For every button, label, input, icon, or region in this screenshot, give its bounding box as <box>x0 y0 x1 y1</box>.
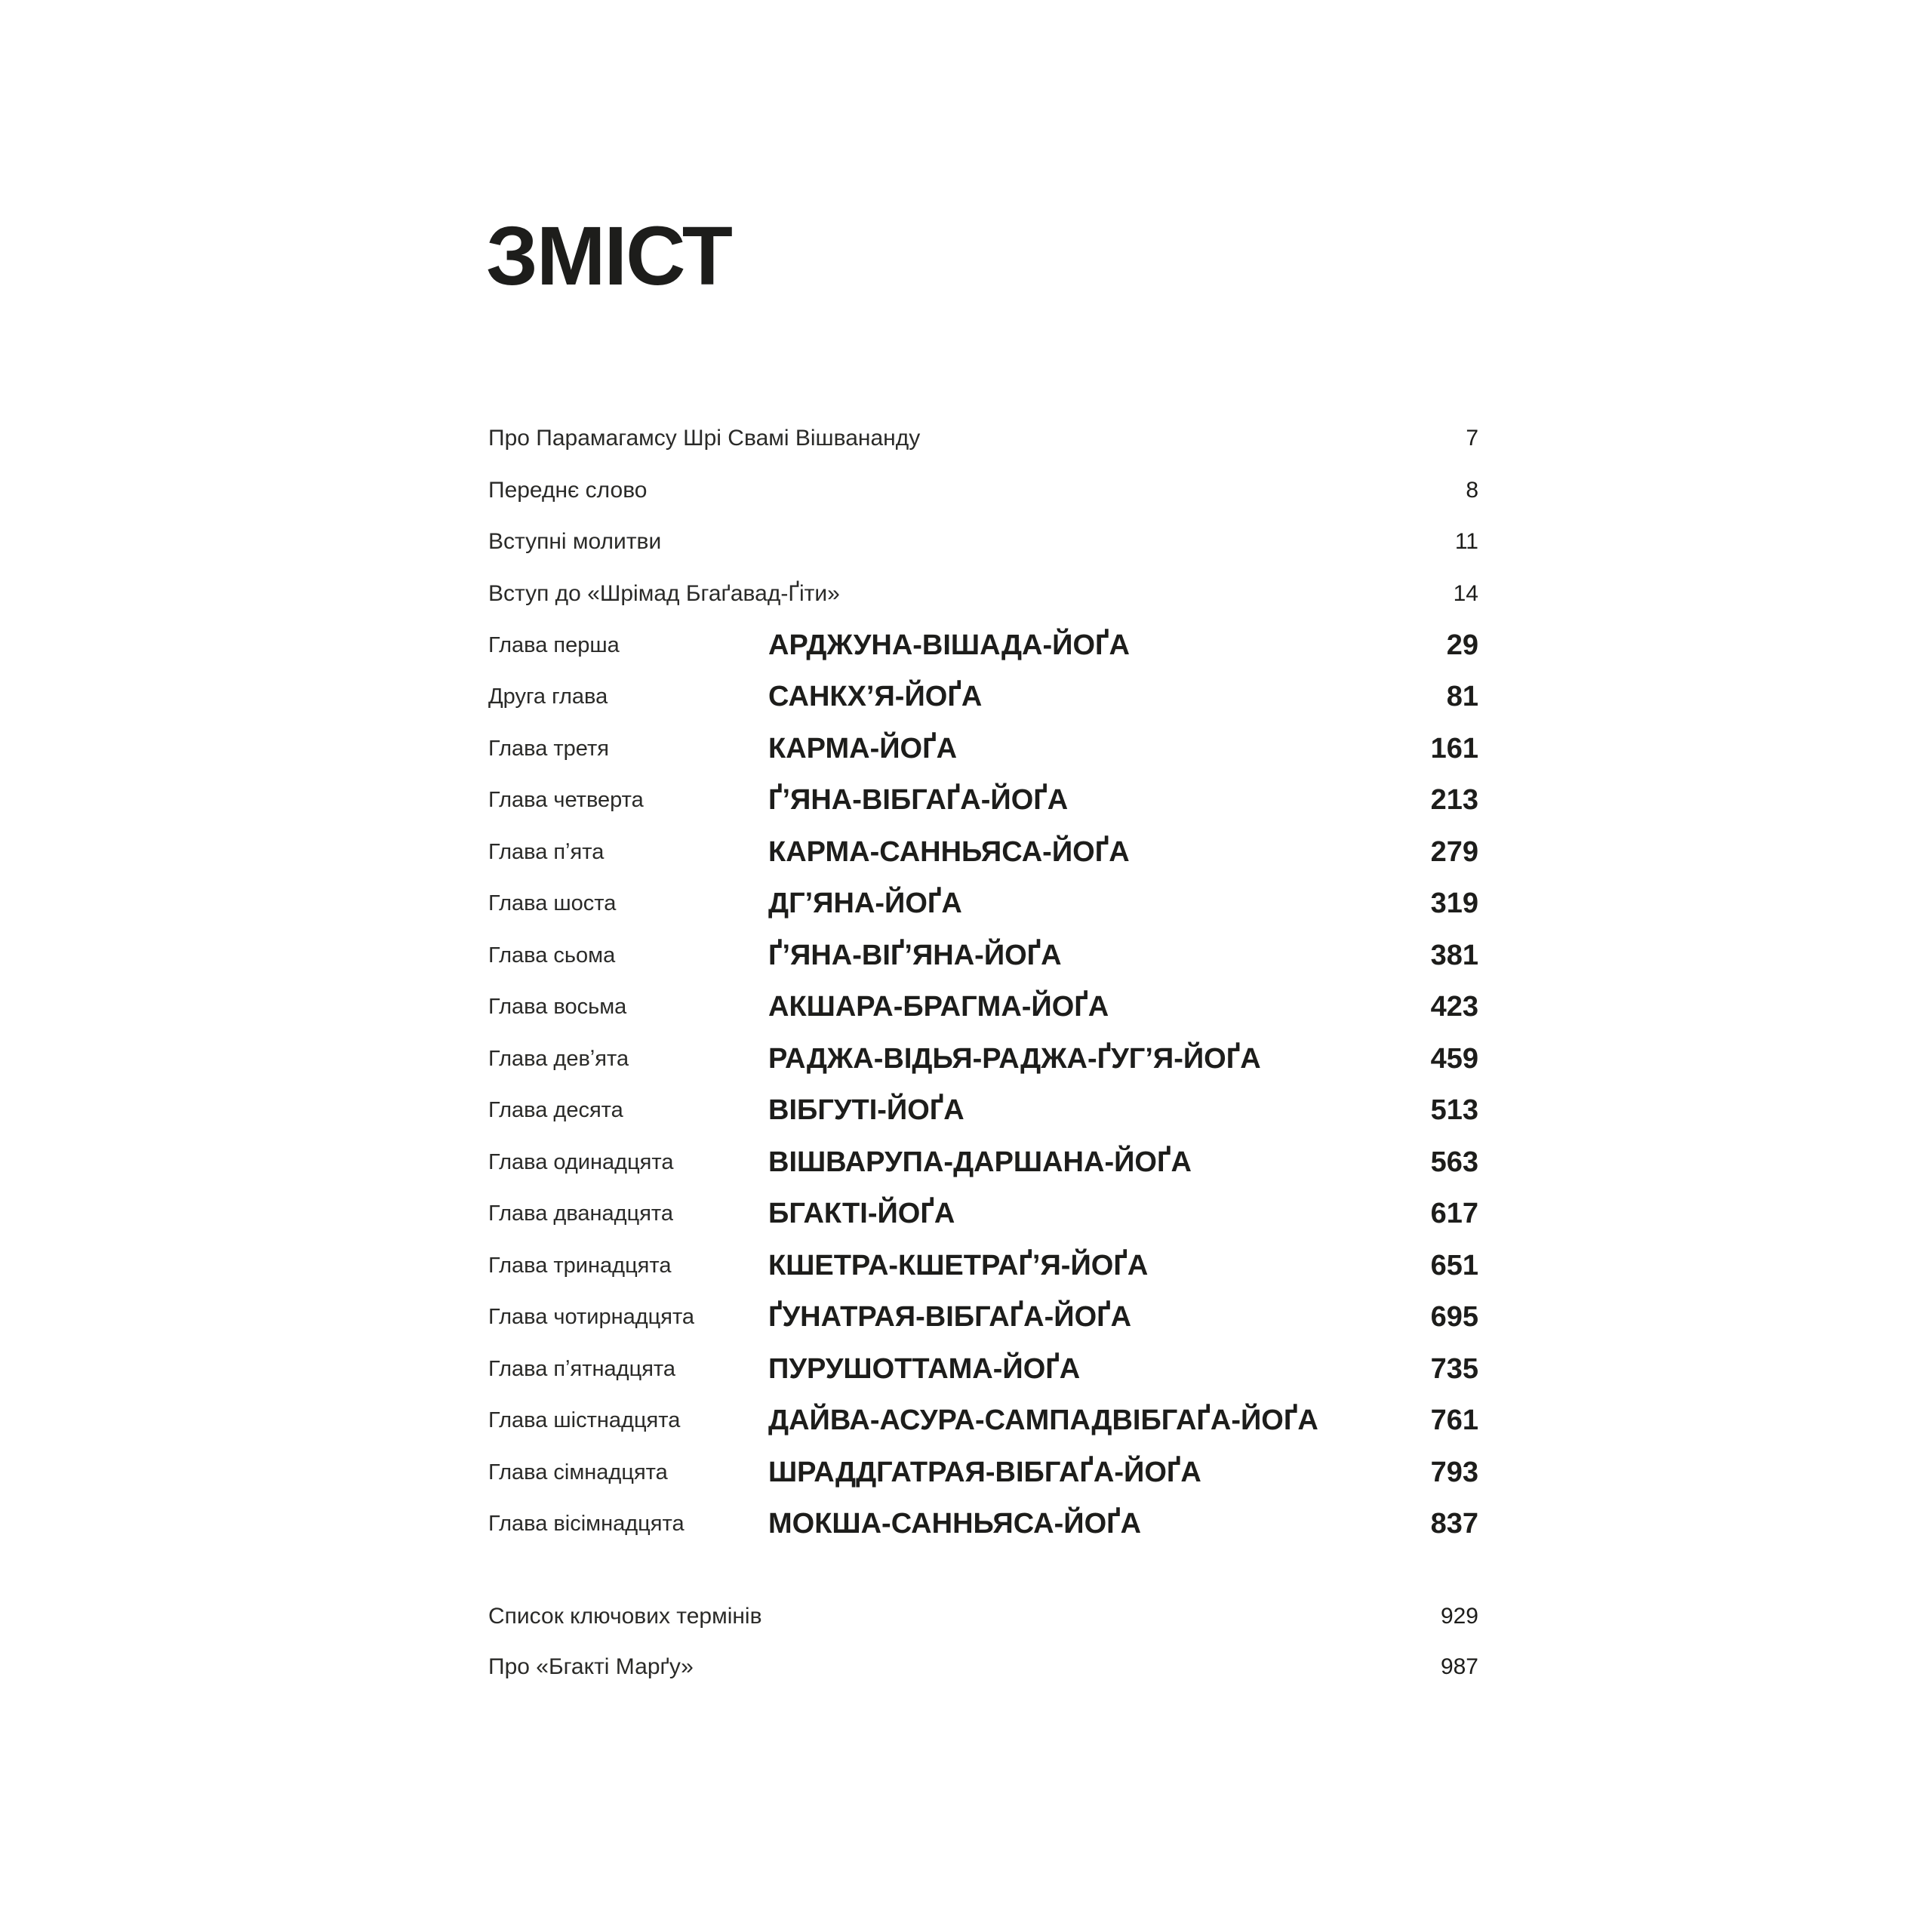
chapter-title: ҐУНАТРАЯ-ВІБГАҐА-ЙОҐА <box>768 1301 1132 1333</box>
chapter-label: Глава сьома <box>488 943 616 968</box>
chapter-entry[interactable] <box>488 1140 1478 1185</box>
chapter-entry[interactable] <box>488 1346 1478 1392</box>
chapter-title: ПУРУШОТТАМА-ЙОҐА <box>768 1352 1081 1385</box>
page-number: 735 <box>1430 1352 1478 1385</box>
chapter-label: Глава девʼята <box>488 1046 629 1071</box>
page-number: 695 <box>1430 1301 1478 1333</box>
page-number: 8 <box>1466 477 1478 503</box>
entry-label: Вступ до «Шрімад Бгаґавад-Ґіти» <box>488 580 840 606</box>
chapter-label: Глава сімнадцята <box>488 1460 668 1484</box>
page-number: 11 <box>1454 529 1478 554</box>
chapter-entry[interactable] <box>488 1036 1478 1081</box>
page-number: 161 <box>1430 732 1478 764</box>
page-number: 793 <box>1430 1456 1478 1488</box>
page-number: 987 <box>1440 1654 1478 1679</box>
entry-label: Переднє слово <box>488 477 648 503</box>
page-number: 381 <box>1430 939 1478 971</box>
chapter-entry[interactable] <box>488 1088 1478 1134</box>
chapter-entry[interactable] <box>488 881 1478 927</box>
chapter-label: Глава тринадцята <box>488 1253 672 1278</box>
toc-entry[interactable] <box>488 571 1478 617</box>
chapter-title: РАДЖА-ВІДЬЯ-РАДЖА-ҐУГʼЯ-ЙОҐА <box>768 1042 1261 1075</box>
chapter-title: ҐʼЯНА-ВІҐʼЯНА-ЙОҐА <box>768 939 1062 971</box>
chapter-label: Глава третя <box>488 736 609 761</box>
chapter-entry[interactable] <box>488 1192 1478 1237</box>
page-number: 651 <box>1430 1249 1478 1281</box>
page-number: 81 <box>1446 681 1478 712</box>
chapter-entry[interactable] <box>488 675 1478 720</box>
chapter-label: Друга глава <box>488 685 608 709</box>
chapter-title: АРДЖУНА-ВІШАДА-ЙОҐА <box>768 629 1130 661</box>
chapter-entry[interactable] <box>488 985 1478 1030</box>
page-title: ЗМІСТ <box>486 210 731 303</box>
chapter-title: ҐʼЯНА-ВІБГАҐА-ЙОҐА <box>768 784 1069 816</box>
chapter-label: Глава восьма <box>488 995 627 1019</box>
page-number: 29 <box>1446 629 1478 661</box>
chapter-title: КШЕТРА-КШЕТРАҐʼЯ-ЙОҐА <box>768 1249 1149 1281</box>
chapter-title: КАРМА-САННЬЯСА-ЙОҐА <box>768 835 1130 868</box>
page-number: 929 <box>1440 1604 1478 1629</box>
chapter-entry[interactable] <box>488 1295 1478 1340</box>
chapter-title: МОКША-САННЬЯСА-ЙОҐА <box>768 1508 1142 1540</box>
chapter-entry[interactable] <box>488 1502 1478 1547</box>
chapter-label: Глава четверта <box>488 788 644 812</box>
page-number: 423 <box>1430 991 1478 1023</box>
entry-label: Про «Бгакті Марґу» <box>488 1654 694 1679</box>
chapter-entry[interactable] <box>488 1243 1478 1288</box>
chapter-entry[interactable] <box>488 933 1478 978</box>
page-number: 279 <box>1430 835 1478 868</box>
page-number: 459 <box>1430 1042 1478 1075</box>
chapter-entry[interactable] <box>488 726 1478 771</box>
chapter-title: БГАКТІ-ЙОҐА <box>768 1198 955 1229</box>
entry-label: Про Парамагамсу Шрі Свамі Вішвананду <box>488 426 921 451</box>
chapter-label: Глава перша <box>488 632 620 657</box>
chapter-title: ДГʼЯНА-ЙОҐА <box>768 888 962 919</box>
page-number: 319 <box>1430 888 1478 919</box>
page-number: 14 <box>1453 580 1478 606</box>
chapter-entry[interactable] <box>488 1450 1478 1495</box>
chapter-label: Глава пʼята <box>488 839 605 864</box>
entry-label: Список ключових термінів <box>488 1604 762 1629</box>
page-number: 837 <box>1430 1508 1478 1540</box>
page-number: 7 <box>1466 426 1478 451</box>
chapter-label: Глава чотирнадцята <box>488 1305 695 1329</box>
chapter-label: Глава шістнадцята <box>488 1408 681 1432</box>
page-number: 513 <box>1430 1094 1478 1126</box>
toc-entry[interactable] <box>488 416 1478 461</box>
chapter-label: Глава шоста <box>488 891 617 915</box>
entry-label: Вступні молитви <box>488 529 662 554</box>
chapter-label: Глава десята <box>488 1098 623 1122</box>
chapter-title: САНКХ’Я-ЙОҐА <box>768 681 983 712</box>
chapter-title: ШРАДДГАТРАЯ-ВІБГАҐА-ЙОҐА <box>768 1456 1201 1488</box>
chapter-title: ВІБГУТІ-ЙОҐА <box>768 1094 964 1126</box>
page-number: 563 <box>1430 1146 1478 1178</box>
chapter-label: Глава одинадцята <box>488 1149 674 1174</box>
chapter-entry[interactable] <box>488 778 1478 823</box>
toc-entry[interactable] <box>488 519 1478 565</box>
chapter-title: КАРМА-ЙОҐА <box>768 732 958 764</box>
page-number: 617 <box>1430 1198 1478 1229</box>
toc-entry[interactable] <box>488 1644 1478 1690</box>
chapter-label: Глава дванадцята <box>488 1201 673 1226</box>
page-number: 761 <box>1430 1404 1478 1436</box>
chapter-label: Глава пʼятнадцята <box>488 1356 675 1381</box>
page-number: 213 <box>1430 784 1478 816</box>
chapter-title: ДАЙВА-АСУРА-САМПАДВІБГАҐА-ЙОҐА <box>768 1404 1318 1436</box>
chapter-entry[interactable] <box>488 1398 1478 1444</box>
chapter-title: ВІШВАРУПА-ДАРШАНА-ЙОҐА <box>768 1146 1192 1178</box>
toc-entry[interactable] <box>488 1594 1478 1639</box>
chapter-entry[interactable] <box>488 623 1478 668</box>
chapter-label: Глава вісімнадцята <box>488 1512 685 1536</box>
chapter-entry[interactable] <box>488 829 1478 875</box>
chapter-title: АКШАРА-БРАГМА-ЙОҐА <box>768 991 1109 1023</box>
toc-entry[interactable] <box>488 468 1478 513</box>
